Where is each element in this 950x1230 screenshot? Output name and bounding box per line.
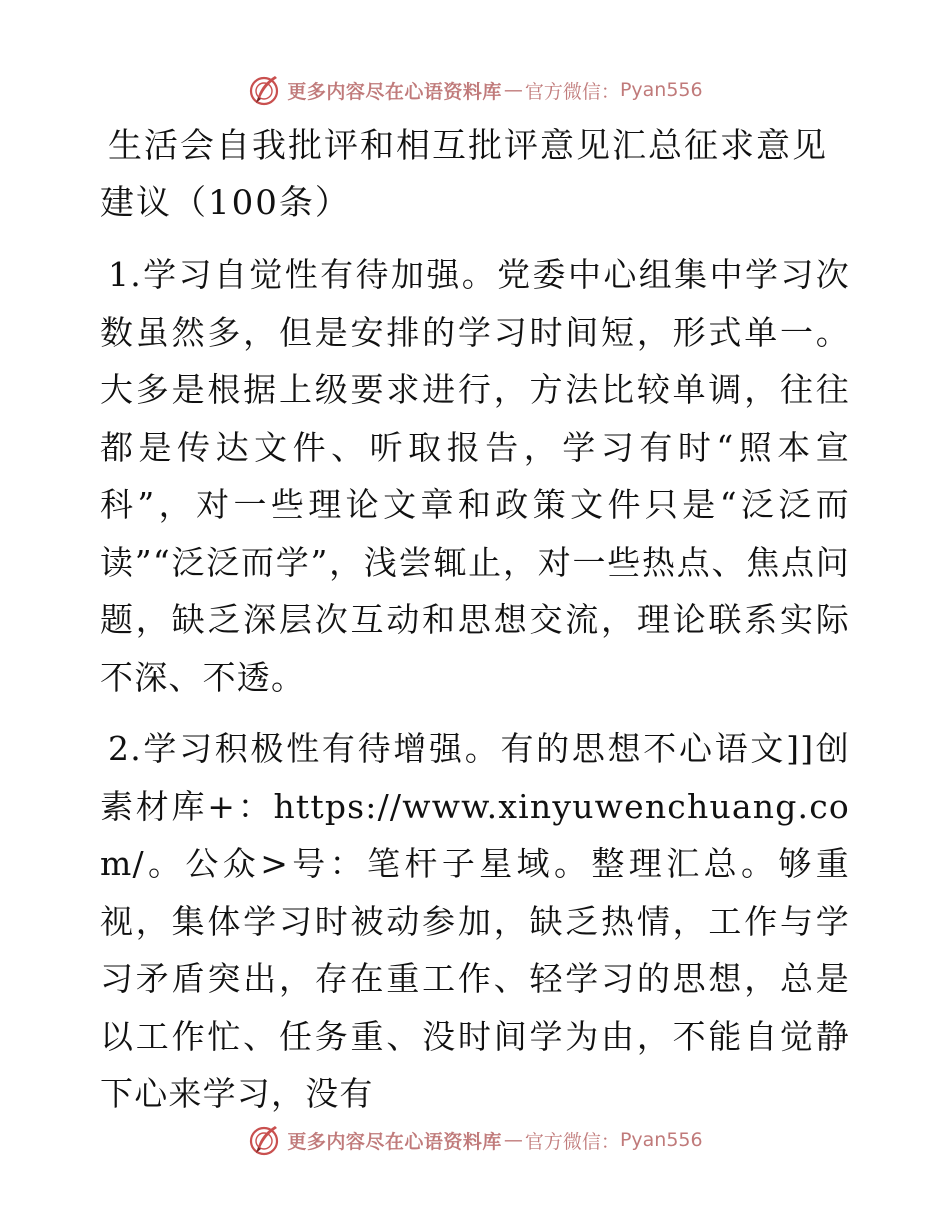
watermark-dash: — [503,79,523,101]
watermark-wechat-id: Pyan556 [619,1129,703,1151]
quill-pen-icon [247,1123,281,1157]
watermark-footer [0,1120,950,1160]
document-body [100,118,850,1123]
watermark-main-text: 更多内容尽在心语资料库 [287,1130,502,1153]
quill-pen-icon [247,73,281,107]
watermark-wechat-label: 官方微信： [524,80,620,103]
watermark-header [0,70,950,110]
watermark-dash: — [503,1129,523,1151]
paragraph-1: 1.学习自觉性有待加强。党委中心组集中学习次数虽然多，但是安排的学习时间短，形式单一。大多是根据上级要求进行，方法比较单调，往往都是传达文件、听取报告，学习有时“照本宣科”，对一些理论文章和政策文件只是“泛泛而读”“泛泛而学”，浅尝辄止，对一些热点、焦点问题，缺乏深层次互动和思想交流，理论联系实际不深、不透。 [100,255,850,697]
document-title: 生活会自我批评和相互批评意见汇总征求意见建议（100条） [100,126,828,223]
watermark-wechat-label: 官方微信： [524,1130,620,1153]
paragraph-2: 2.学习积极性有待增强。有的思想不心语文]]创素材库+：https://www.xinyuwenchuang.com/。公众>号：笔杆子星域。整理汇总。够重视，集体学习时被动参加，缺乏热情，工作与学习矛盾突出，存在重工作、轻学习的思想，总是以工作忙、任务重、没时间学为由，不能自觉静下心来学习，没有 [100,729,850,1113]
watermark-main-text: 更多内容尽在心语资料库 [287,80,502,103]
watermark-wechat-id: Pyan556 [619,79,703,101]
